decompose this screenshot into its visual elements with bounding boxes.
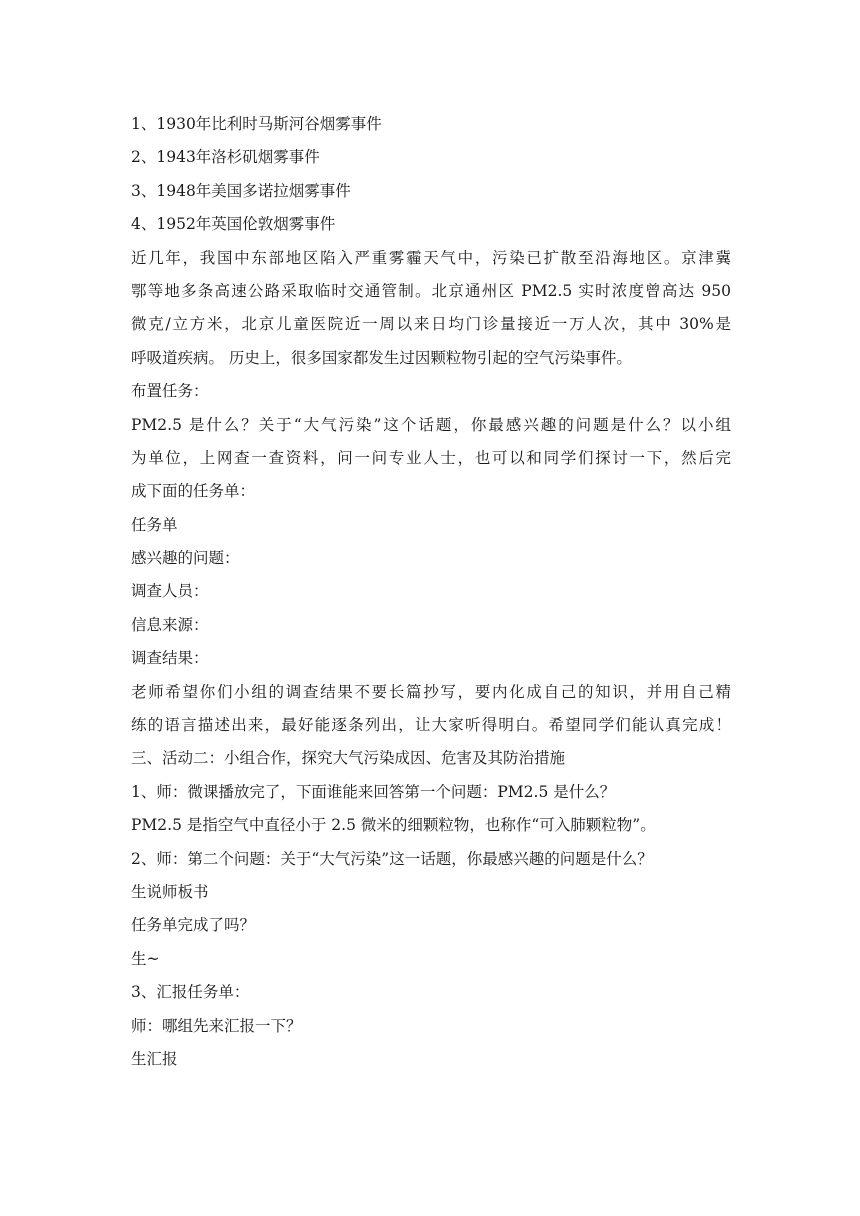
- text-line: 近几年，我国中东部地区陷入严重雾霾天气中，污染已扩散至沿海地区。京津冀: [131, 248, 731, 267]
- text-line: 三、活动二：小组合作，探究大气污染成因、危害及其防治措施: [131, 749, 566, 768]
- text-line: 调查人员：: [131, 582, 209, 601]
- document-body: [131, 108, 731, 1076]
- text-line: 成下面的任务单：: [131, 482, 256, 501]
- text-line: 微克/立方米，北京儿童医院近一周以来日均门诊量接近一万人次，其中 30%是: [131, 315, 731, 334]
- text-line: 2、师：第二个问题：关于“大气污染”这一话题，你最感兴趣的问题是什么？: [131, 849, 653, 868]
- text-line: 任务单完成了吗？: [131, 916, 256, 935]
- text-line: 3、1948年美国多诺拉烟雾事件: [131, 181, 351, 200]
- text-line: 4、1952年英国伦敦烟雾事件: [131, 215, 336, 234]
- text-line: 生~: [131, 949, 160, 968]
- text-line: 调查结果：: [131, 649, 209, 668]
- text-line: 为单位，上网查一查资料，问一问专业人士，也可以和同学们探讨一下，然后完: [131, 448, 731, 467]
- text-line: 师：哪组先来汇报一下？: [131, 1016, 302, 1035]
- text-line: 任务单: [131, 515, 178, 534]
- text-line: 2、1943年洛杉矶烟雾事件: [131, 148, 320, 167]
- text-line: 呼吸道疾病。 历史上，很多国家都发生过因颗粒物引起的空气污染事件。: [131, 348, 632, 367]
- text-line: 练的语言描述出来，最好能逐条列出，让大家听得明白。希望同学们能认真完成！: [131, 716, 731, 735]
- text-line: 1、师：微课播放完了，下面谁能来回答第一个问题：PM2.5 是什么？: [131, 782, 616, 801]
- text-line: 老师希望你们小组的调查结果不要长篇抄写，要内化成自己的知识，并用自己精: [131, 682, 731, 701]
- text-line: 生汇报: [131, 1049, 178, 1068]
- text-line: 3、汇报任务单：: [131, 983, 250, 1002]
- text-line: 生说师板书: [131, 882, 209, 901]
- text-line: 信息来源：: [131, 615, 209, 634]
- text-line: 鄂等地多条高速公路采取临时交通管制。北京通州区 PM2.5 实时浓度曾高达 950: [131, 281, 731, 300]
- text-line: 感兴趣的问题：: [131, 549, 240, 568]
- text-line: 布置任务：: [131, 382, 209, 401]
- text-line: 1、1930年比利时马斯河谷烟雾事件: [131, 115, 382, 133]
- text-line: PM2.5 是指空气中直径小于 2.5 微米的细颗粒物，也称作“可入肺颗粒物”。: [131, 816, 656, 835]
- text-line: PM2.5 是什么？关于“大气污染”这个话题，你最感兴趣的问题是什么？以小组: [131, 415, 731, 434]
